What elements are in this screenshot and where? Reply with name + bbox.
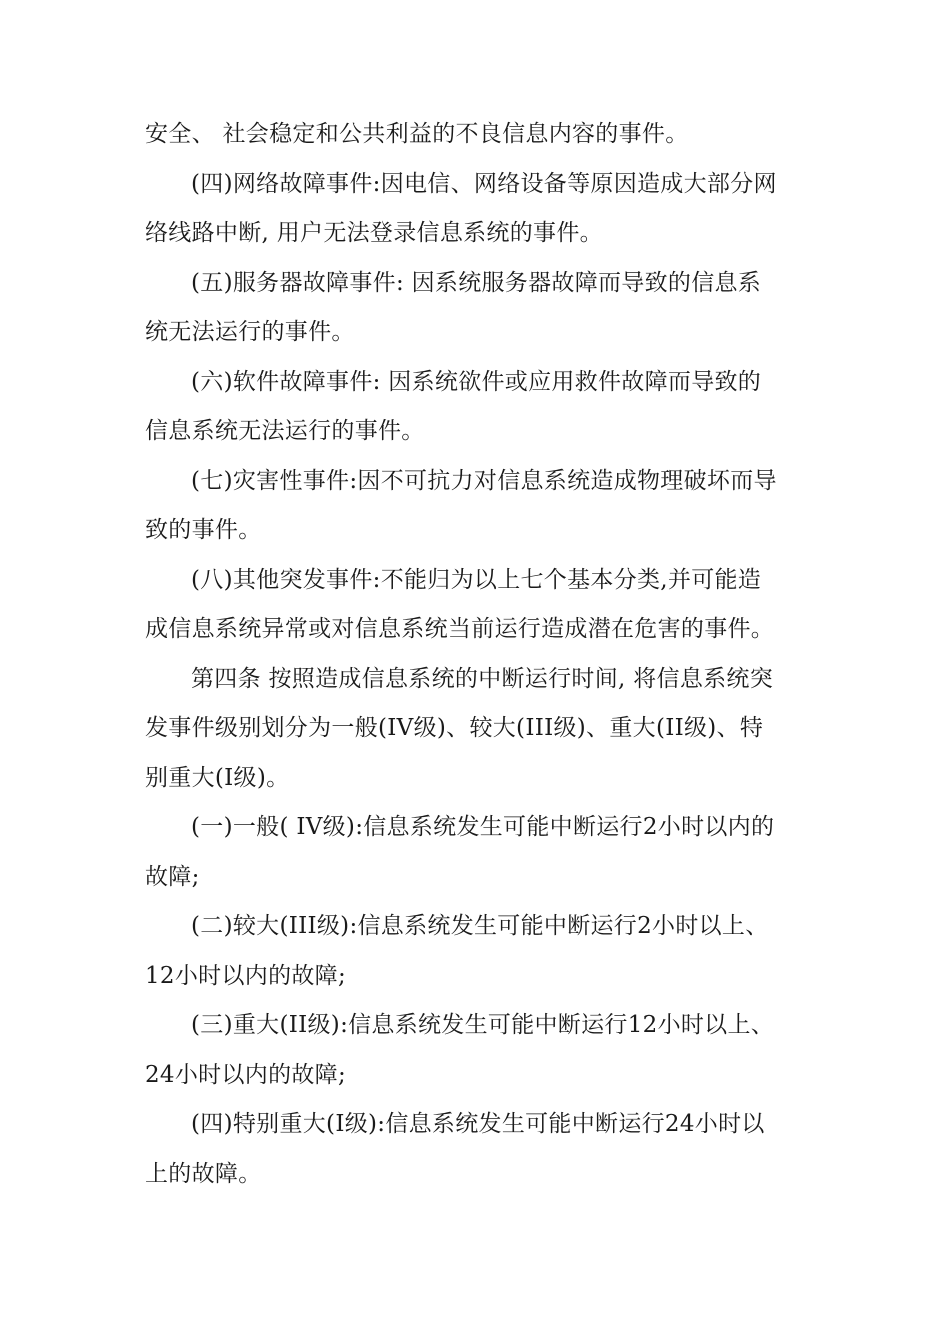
text-line: (四)特别重大(I级):信息系统发生可能中断运行24小时以 [191, 1111, 765, 1137]
text-line: 致的事件。 [145, 517, 262, 543]
paragraph-software-failure [145, 358, 810, 457]
text-line: (四)网络故障事件:因电信、网络设备等原因造成大部分网 [191, 170, 777, 197]
text-line: 上的故障。 [145, 1160, 262, 1187]
text-line: 信息系统无法运行的事件。 [145, 418, 425, 444]
paragraph-article-four [145, 655, 810, 804]
paragraph-server-failure [145, 259, 810, 358]
text-line: 24小时以内的故障; [145, 1061, 347, 1088]
text-line: 12小时以内的故障; [145, 962, 347, 989]
paragraph-network-failure [145, 160, 810, 259]
text-line: (三)重大(II级):信息系统发生可能中断运行12小时以上、 [191, 1012, 775, 1038]
paragraph-other-event [145, 556, 810, 655]
text-line: 安全、 社会稳定和公共利益的不良信息内容的事件。 [145, 121, 689, 147]
text-line: (一)一般( IV级):信息系统发生可能中断运行2小时以内的 [191, 814, 775, 840]
paragraph-level-one [145, 1100, 810, 1199]
text-line: 发事件级别划分为一般(IV级)、较大(III级)、重大(II级)、特 [145, 715, 764, 741]
paragraph-continuation [145, 110, 810, 160]
text-line: 统无法运行的事件。 [145, 319, 355, 345]
paragraph-level-three [145, 902, 810, 1001]
text-line: (二)较大(III级):信息系统发生可能中断运行2小时以上、 [191, 913, 769, 939]
text-line: (五)服务器故障事件: 因系统服务器故障而导致的信息系 [191, 269, 762, 296]
paragraph-disaster-event [145, 457, 810, 556]
text-line: (七)灾害性事件:因不可抗力对信息系统造成物理破坏而导 [191, 467, 777, 494]
text-line: (八)其他突发事件:不能归为以上七个基本分类,并可能造 [191, 566, 762, 593]
paragraph-level-two [145, 1001, 810, 1100]
text-line: 别重大(I级)。 [145, 764, 290, 791]
text-line: 络线路中断, 用户无法登录信息系统的事件。 [145, 220, 603, 246]
text-line: 第四条 按照造成信息系统的中断运行时间, 将信息系统突 [191, 665, 774, 692]
text-line: (六)软件故障事件: 因系统欲件或应用救件故障而导致的 [191, 368, 762, 395]
text-line: 成信息系统异常或对信息系统当前运行造成潜在危害的事件。 [145, 616, 775, 642]
paragraph-level-four [145, 803, 810, 902]
document-body [145, 110, 810, 1199]
text-line: 故障; [145, 863, 200, 890]
